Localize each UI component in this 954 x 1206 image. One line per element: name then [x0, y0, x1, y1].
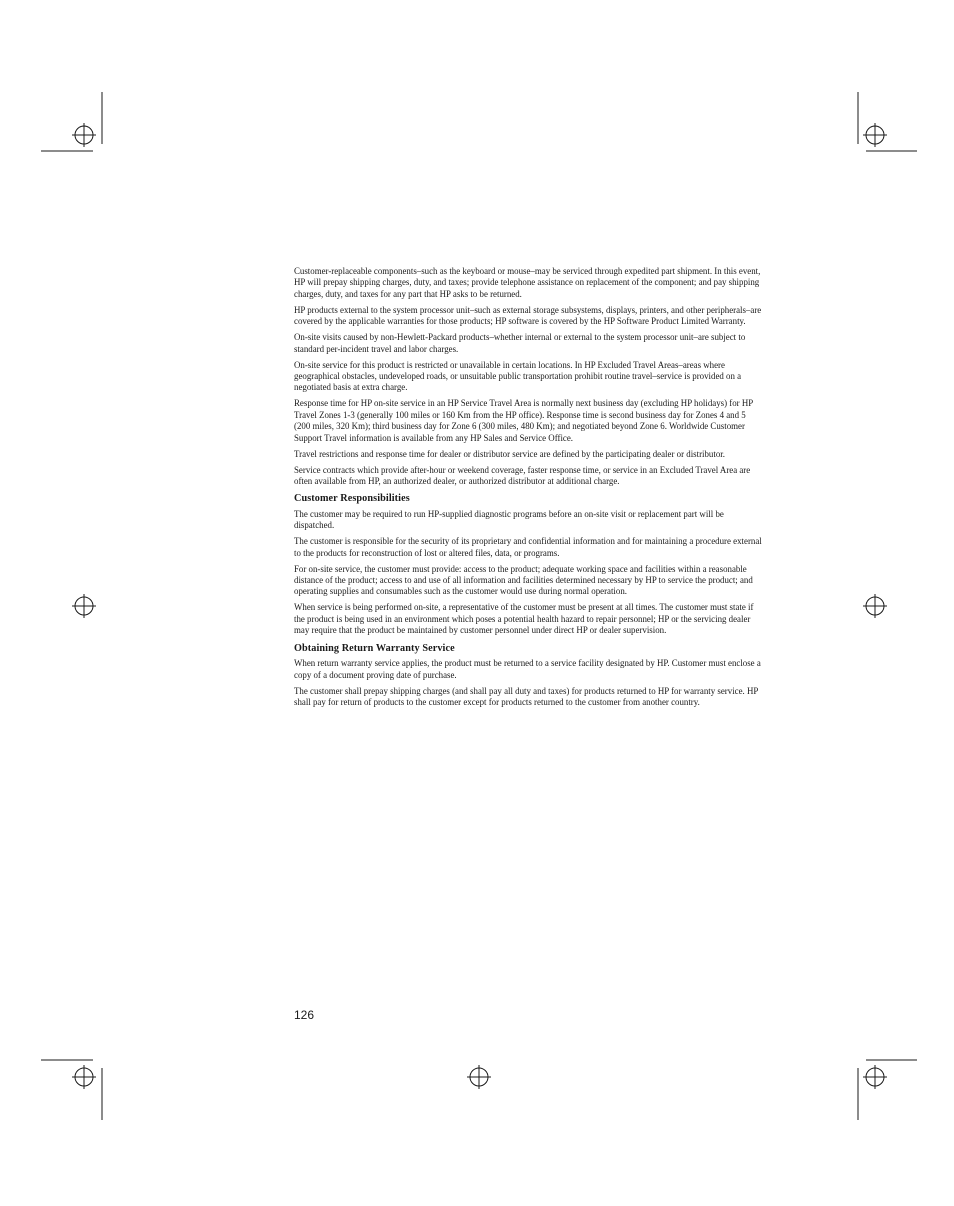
registration-crosshair-icon [863, 594, 887, 618]
paragraph-onsite-requirements: For on-site service, the customer must provide: access to the product; adequate working space and facilities within a reasonable distance of the product; access to and use of all information and facilities determined necessary by HP to service the product; and operating supplies and consumables such as the customer would use during normal operation. [294, 563, 753, 597]
registration-crosshair-icon [72, 594, 96, 618]
page-number: 126 [294, 1008, 315, 1022]
paragraph-shipping-charges: The customer shall prepay shipping charges (and shall pay all duty and taxes) for products returned to HP for warranty service. HP shall pay for return of products to the customer except for products returned to the customer from another country. [294, 685, 758, 707]
paragraph-service-contracts: Service contracts which provide after-hour or weekend coverage, faster response time, or service in an Excluded Travel Area are often available from HP, an authorized dealer, or authorized distributor at additional charge. [294, 464, 751, 487]
registration-crosshair-icon [863, 1065, 887, 1089]
registration-crosshair-icon [72, 1065, 96, 1089]
crop-mark-icon [41, 1060, 102, 1120]
paragraph-expedited-shipment: Customer-replaceable components–such as the keyboard or mouse–may be serviced through expedited part shipment. In this event, HP will prepay shipping charges, duty, and taxes; provide telephone assistance on replacement of the component; and pay shipping charges, duty, and taxes for any part that HP asks to be returned. [294, 266, 761, 299]
body-text-column [294, 266, 764, 713]
paragraph-external-products: HP products external to the system processor unit–such as external storage subsystems, displays, printers, and other peripherals–are covered by the applicable warranties for those products; HP software is covered by the HP Software Product Limited Warranty. [294, 304, 762, 327]
registration-crosshair-icon [467, 1065, 491, 1089]
paragraph-dealer-travel: Travel restrictions and response time for dealer or distributor service are defined by the participating dealer or distributor. [294, 448, 725, 459]
paragraph-excluded-travel-areas: On-site service for this product is restricted or unavailable in certain locations. In HP Excluded Travel Areas–areas where geographical obstacles, undeveloped roads, or unsuitable public transportation prohibit routine travel–service is provided on a negotiated basis at extra charge. [294, 359, 742, 393]
crop-mark-icon [858, 92, 917, 151]
registration-crosshair-icon [72, 123, 96, 147]
paragraph-response-time: Response time for HP on-site service in an HP Service Travel Area is normally next business day (excluding HP holidays) for HP Travel Zones 1-3 (generally 100 miles or 160 Km from the HP office). Response time is second business day for Zones 4 and 5 (200 miles, 320 Km); third business day for Zone 6 (300 miles, 480 Km); and negotiated beyond Zone 6. Worldwide Customer Support Travel information is available from any HP Sales and Service Office. [294, 398, 753, 443]
paragraph-security: The customer is responsible for the security of its proprietary and confidential information and for maintaining a procedure external to the products for reconstruction of lost or altered files, data, or programs. [294, 536, 762, 558]
crop-mark-icon [41, 92, 102, 151]
paragraph-diagnostics: The customer may be required to run HP-supplied diagnostic programs before an on-site visit or replacement part will be dispatched. [294, 508, 724, 531]
paragraph-representative-present: When service is being performed on-site, a representative of the customer must be present at all times. The customer must state if the product is being used in an environment which poses a potential health hazard to repair personnel; HP or the servicing dealer may require that the product be maintained by customer personnel under direct HP or dealer supervision. [294, 602, 754, 636]
paragraph-return-facility: When return warranty service applies, the product must be returned to a service facility designated by HP. Customer must enclose a copy of a document proving date of purchase. [294, 658, 761, 680]
crop-mark-icon [858, 1060, 917, 1120]
registration-crosshair-icon [863, 123, 887, 147]
heading-customer-responsibilities: Customer Responsibilities [294, 493, 410, 505]
heading-return-warranty-service: Obtaining Return Warranty Service [294, 642, 455, 654]
paragraph-non-hp-visits: On-site visits caused by non-Hewlett-Packard products–whether internal or external to the system processor unit–are subject to standard per-incident travel and labor charges. [294, 332, 746, 354]
